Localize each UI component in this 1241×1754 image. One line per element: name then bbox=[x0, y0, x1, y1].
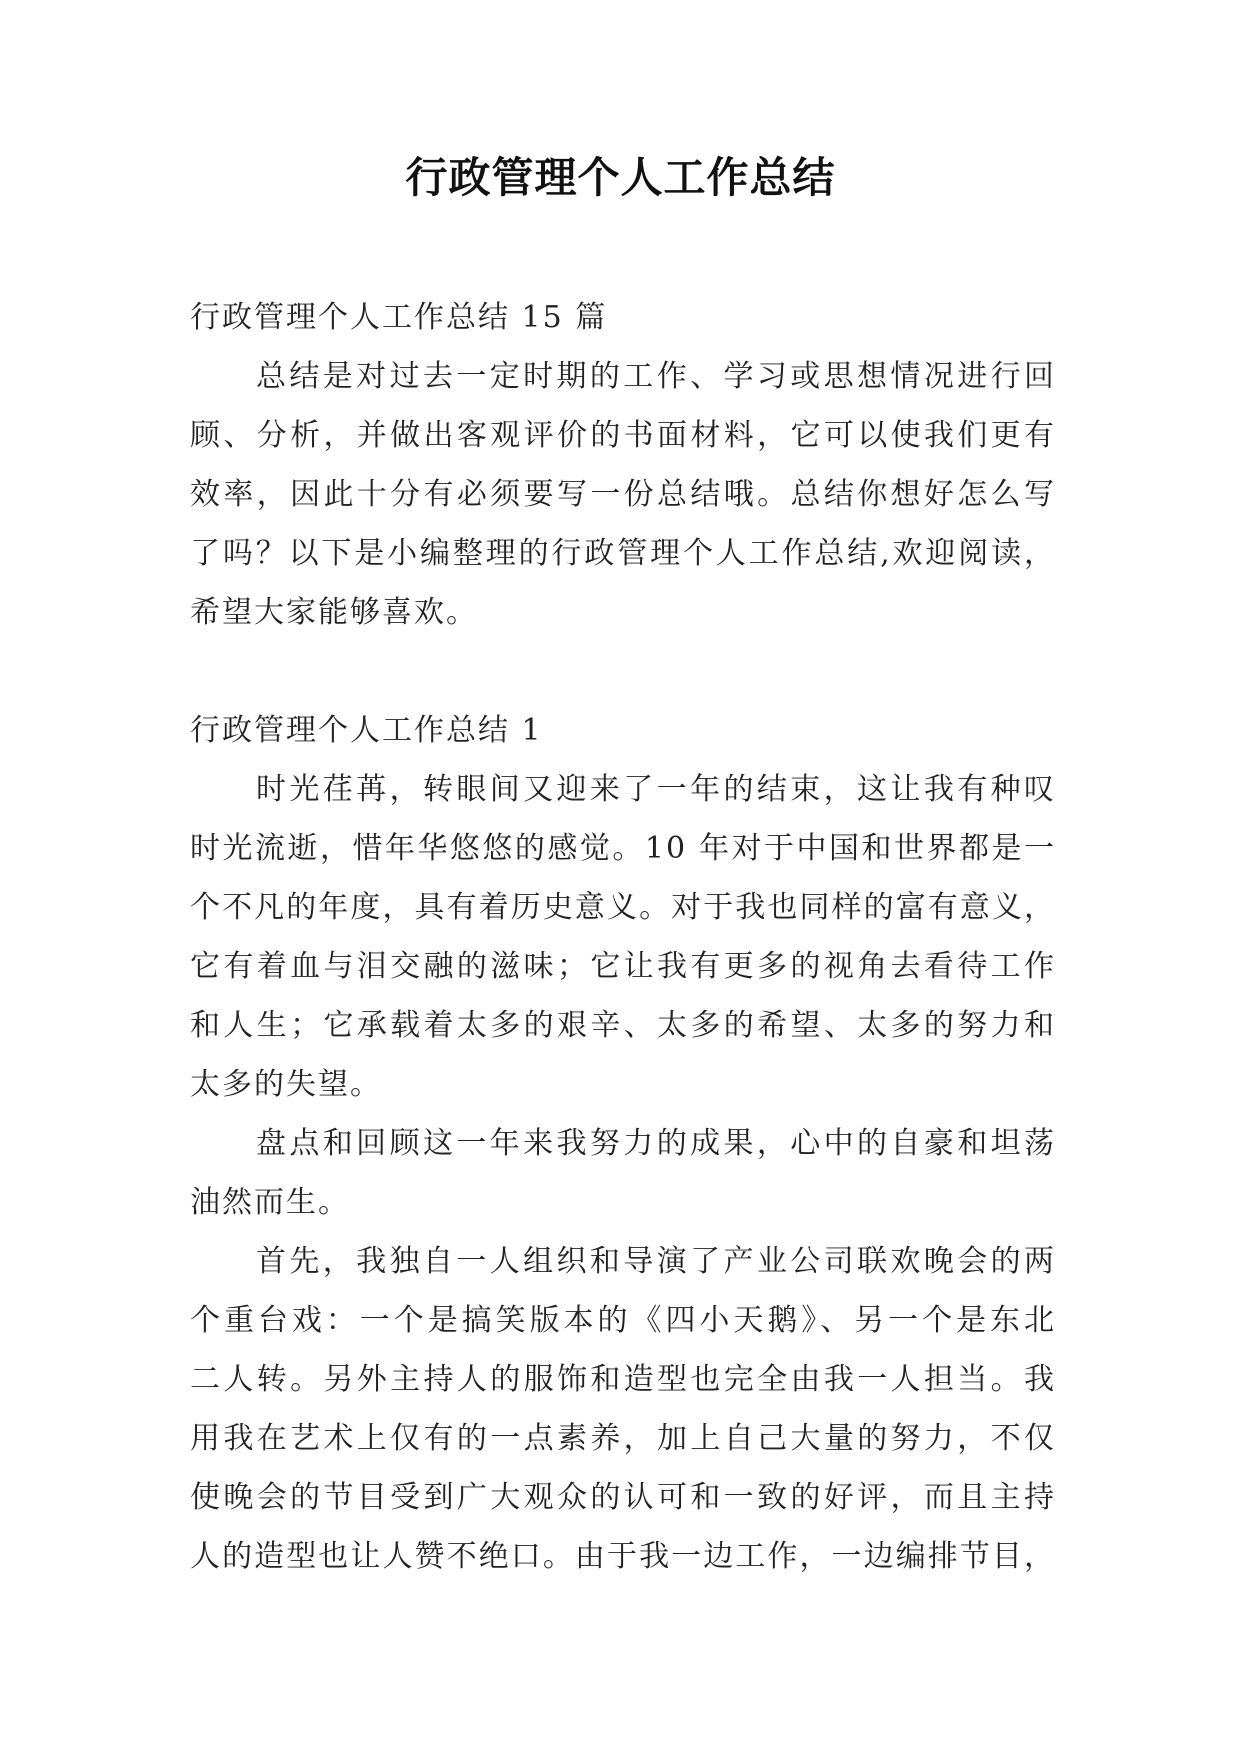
intro-paragraph bbox=[190, 347, 1056, 642]
paragraph-line: 二人转。另外主持人的服饰和造型也完全由我一人担当。我 bbox=[190, 1362, 1056, 1397]
section1-paragraph-1 bbox=[190, 760, 1056, 1114]
intro-line: 顾、分析，并做出客观评价的书面材料，它可以使我们更有 bbox=[190, 418, 1056, 453]
paragraph-line: 个重台戏：一个是搞笑版本的《四小天鹅》、另一个是东北 bbox=[190, 1303, 1056, 1338]
paragraph-line: 太多的失望。 bbox=[190, 1067, 382, 1102]
paragraph-line: 人的造型也让人赞不绝口。由于我一边工作，一边编排节目， bbox=[190, 1539, 1056, 1574]
paragraph-line: 首先，我独自一人组织和导演了产业公司联欢晚会的两 bbox=[256, 1244, 1056, 1279]
intro-line: 希望大家能够喜欢。 bbox=[190, 595, 478, 630]
paragraph-line: 个不凡的年度，具有着历史意义。对于我也同样的富有意义， bbox=[190, 890, 1056, 925]
document-subtitle: 行政管理个人工作总结 15 篇 bbox=[190, 300, 608, 335]
paragraph-line: 时光荏苒，转眼间又迎来了一年的结束，这让我有种叹 bbox=[256, 772, 1056, 807]
paragraph-line: 使晚会的节目受到广大观众的认可和一致的好评，而且主持 bbox=[190, 1480, 1056, 1515]
document-body bbox=[190, 288, 1056, 1586]
document-title: 行政管理个人工作总结 bbox=[405, 153, 836, 202]
section-heading: 行政管理个人工作总结 1 bbox=[190, 713, 543, 748]
intro-line: 总结是对过去一定时期的工作、学习或思想情况进行回 bbox=[256, 359, 1056, 394]
section1-paragraph-2 bbox=[190, 1114, 1056, 1232]
section1-paragraph-3 bbox=[190, 1232, 1056, 1586]
paragraph-line: 盘点和回顾这一年来我努力的成果，心中的自豪和坦荡 bbox=[256, 1126, 1056, 1161]
paragraph-line: 油然而生。 bbox=[190, 1185, 350, 1220]
intro-line: 了吗？以下是小编整理的行政管理个人工作总结,欢迎阅读， bbox=[190, 536, 1056, 571]
paragraph-line: 用我在艺术上仅有的一点素养，加上自己大量的努力，不仅 bbox=[190, 1421, 1056, 1456]
section-spacer bbox=[190, 642, 1056, 701]
paragraph-line: 时光流逝，惜年华悠悠的感觉。10 年对于中国和世界都是一 bbox=[190, 831, 1056, 866]
intro-line: 效率，因此十分有必须要写一份总结哦。总结你想好怎么写 bbox=[190, 477, 1056, 512]
paragraph-line: 和人生；它承载着太多的艰辛、太多的希望、太多的努力和 bbox=[190, 1008, 1056, 1043]
paragraph-line: 它有着血与泪交融的滋味；它让我有更多的视角去看待工作 bbox=[190, 949, 1056, 984]
